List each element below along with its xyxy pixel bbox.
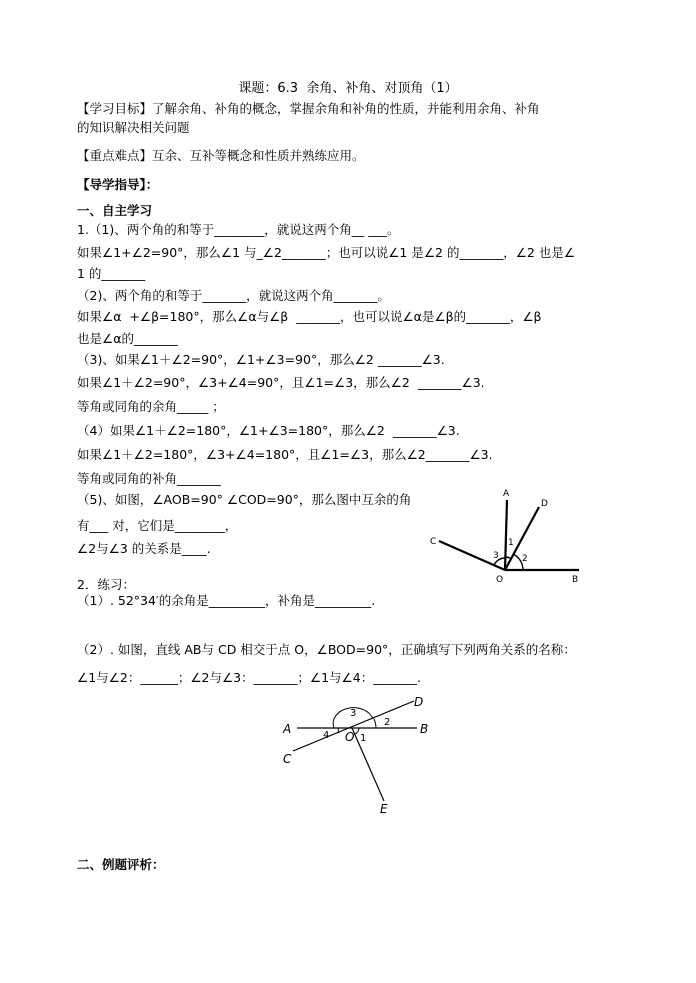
arc-angle-3 — [494, 558, 505, 565]
figure-1-arcs — [494, 554, 523, 570]
ray-oe — [352, 728, 384, 801]
arc-angle-1 — [505, 557, 511, 559]
fig1-label-3: 3 — [493, 551, 499, 561]
q1-line-8: 如果∠1＋∠2=90°，∠3+∠4=90°，且∠1=∠3，那么∠2 _______∠3. — [77, 375, 485, 390]
q1-line-9: 等角或同角的余角_____ ； — [77, 399, 225, 414]
q1-line-4: （2)、两个角的和等于_______，就说这两个角_______。 — [77, 288, 390, 303]
objectives-line-1: 【学习目标】了解余角、补角的概念，掌握余角和补角的性质，并能利用余角、补角 — [77, 101, 540, 116]
fig2-label-c: C — [283, 752, 292, 766]
fig1-label-1: 1 — [508, 538, 514, 548]
arc-angle-2 — [514, 554, 523, 570]
practice-3: ∠1与∠2：______；∠2与∠3：_______；∠1与∠4：_______. — [77, 670, 421, 685]
arc-angle-1 — [355, 728, 359, 734]
fig2-label-a: A — [283, 722, 292, 736]
arc-angle-3 — [333, 708, 373, 728]
q1-line-14: 有___ 对，它们是________， — [77, 518, 238, 533]
fig1-label-2: 2 — [522, 554, 528, 564]
figure-2-lines — [293, 701, 417, 801]
fig1-label-o: O — [496, 575, 504, 585]
fig2-label-3: 3 — [350, 708, 357, 719]
fig2-label-d: D — [414, 695, 424, 709]
arc-angle-4 — [338, 728, 339, 733]
fig2-label-4: 4 — [323, 730, 330, 741]
line-cd — [293, 701, 414, 751]
q1-line-11: 如果∠1＋∠2=180°，∠3+∠4=180°，且∠1=∠3，那么∠2_______∠3. — [77, 447, 493, 462]
q1-line-5: 如果∠α +∠β=180°，那么∠α与∠β _______，也可以说∠α是∠β的_______，∠β — [77, 309, 542, 324]
fig1-label-d: D — [541, 499, 548, 509]
objectives-line-2: 的知识解决相关问题 — [77, 120, 190, 135]
ray-od — [505, 507, 539, 570]
fig2-label-2: 2 — [384, 717, 391, 728]
section1-heading: 一、自主学习 — [77, 203, 153, 218]
fig2-label-o: O — [345, 730, 355, 744]
practice-1: （1）. 52°34′的余角是_________，补角是_________. — [77, 593, 376, 608]
fig2-label-e: E — [380, 802, 388, 816]
q1-line-1: 1.（1)、两个角的和等于________，就说这两个角__ ___。 — [77, 222, 400, 237]
page-title: 课题：6.3 余角、补角、对顶角（1） — [238, 81, 458, 96]
q1-line-15: ∠2与∠3 的关系是____. — [77, 541, 211, 556]
q1-line-7: （3)、如果∠1＋∠2=90°，∠1+∠3=90°，那么∠2 _______∠3. — [77, 352, 445, 367]
q1-line-3: 1 的_______ — [77, 266, 146, 281]
q1-line-2: 如果∠1+∠2=90°，那么∠1 与_∠2_______；也可以说∠1 是∠2 的_______，∠2 也是∠ — [77, 245, 576, 260]
fig1-label-a: A — [503, 489, 510, 499]
arc-angle-2 — [374, 719, 376, 728]
practice-2: （2）. 如图，直线 AB与 CD 相交于点 O，∠BOD=90°，正确填写下列两角关系的名称： — [77, 642, 576, 657]
figure-2-arcs — [333, 708, 376, 734]
section2-heading: 二、例题评析： — [77, 857, 165, 872]
practice-heading: 2．练习： — [77, 577, 135, 592]
q1-line-13: （5)、如图，∠AOB=90° ∠COD=90°，那么图中互余的角 — [77, 492, 412, 507]
fig2-label-1: 1 — [360, 733, 367, 744]
guide-heading: 【导学指导】： — [77, 177, 159, 192]
keypoints: 【重点难点】互余、互补等概念和性质并熟练应用。 — [77, 148, 365, 163]
fig2-label-b: B — [420, 722, 429, 736]
fig1-label-b: B — [572, 575, 579, 585]
q1-line-6: 也是∠α的_______ — [77, 331, 178, 346]
ray-oa — [505, 500, 507, 570]
q1-line-12: 等角或同角的补角_______ — [77, 471, 221, 486]
ray-oc — [439, 541, 505, 570]
fig1-label-c: C — [430, 537, 437, 547]
q1-line-10: （4）如果∠1＋∠2=180°，∠1+∠3=180°，那么∠2 _______∠3. — [77, 423, 460, 438]
figure-1-lines — [439, 500, 579, 570]
